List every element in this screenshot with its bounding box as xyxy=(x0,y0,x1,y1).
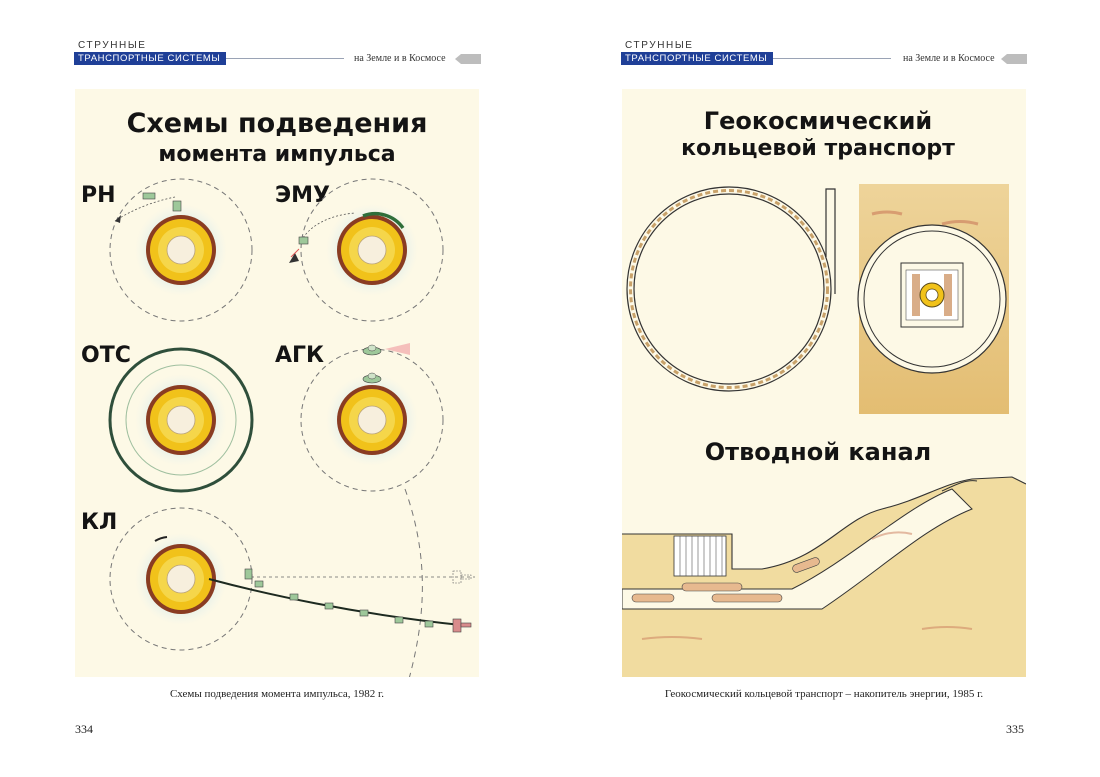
header-rule xyxy=(773,58,891,59)
scheme-rn xyxy=(110,179,252,321)
header-chevron-icon xyxy=(1001,54,1027,64)
figure-caption: Геокосмический кольцевой транспорт – накопитель энергии, 1985 г. xyxy=(664,688,984,700)
scheme-label-ots: ОТС xyxy=(81,343,131,368)
scheme-kl xyxy=(110,489,475,677)
scheme-label-rn: РН xyxy=(81,183,116,208)
scheme-label-kl: КЛ xyxy=(81,510,118,535)
poster-title-line2: момента импульса xyxy=(158,142,396,167)
header-rule xyxy=(226,58,344,59)
poster-geocosmic-ring xyxy=(622,89,1026,677)
right-page xyxy=(550,0,1100,777)
running-header-series-top: СТРУННЫЕ xyxy=(625,40,694,51)
header-chevron-icon xyxy=(455,54,481,64)
page-number: 334 xyxy=(75,722,93,736)
running-header-series-top: СТРУННЫЕ xyxy=(78,40,147,51)
figure-caption: Схемы подведения момента импульса, 1982 г. xyxy=(169,688,385,700)
running-header-book-title: на Земле и в Космосе xyxy=(354,53,446,64)
running-header-series-band: ТРАНСПОРТНЫЕ СИСТЕМЫ >> xyxy=(621,52,773,65)
page-number: 335 xyxy=(1006,722,1024,736)
ring-diagram xyxy=(627,187,835,391)
poster-title-line2: кольцевой транспорт xyxy=(681,136,955,161)
running-header-book-title: на Земле и в Космосе xyxy=(903,53,995,64)
poster-title-line1: Схемы подведения xyxy=(126,108,428,139)
scheme-label-agk: АГК xyxy=(275,343,325,368)
poster-title-line1: Геокосмический xyxy=(703,107,933,135)
poster-momentum-schemes xyxy=(75,89,479,677)
poster-illustration xyxy=(622,89,1026,677)
scheme-ots xyxy=(110,349,252,491)
outlet-channel-diagram xyxy=(622,477,1026,677)
scheme-label-emu: ЭМУ xyxy=(275,183,330,208)
section-title: Отводной канал xyxy=(704,438,932,466)
poster-illustration xyxy=(75,89,479,677)
running-header-series-band: ТРАНСПОРТНЫЕ СИСТЕМЫ >> xyxy=(74,52,226,65)
cross-section-panel xyxy=(858,184,1009,414)
